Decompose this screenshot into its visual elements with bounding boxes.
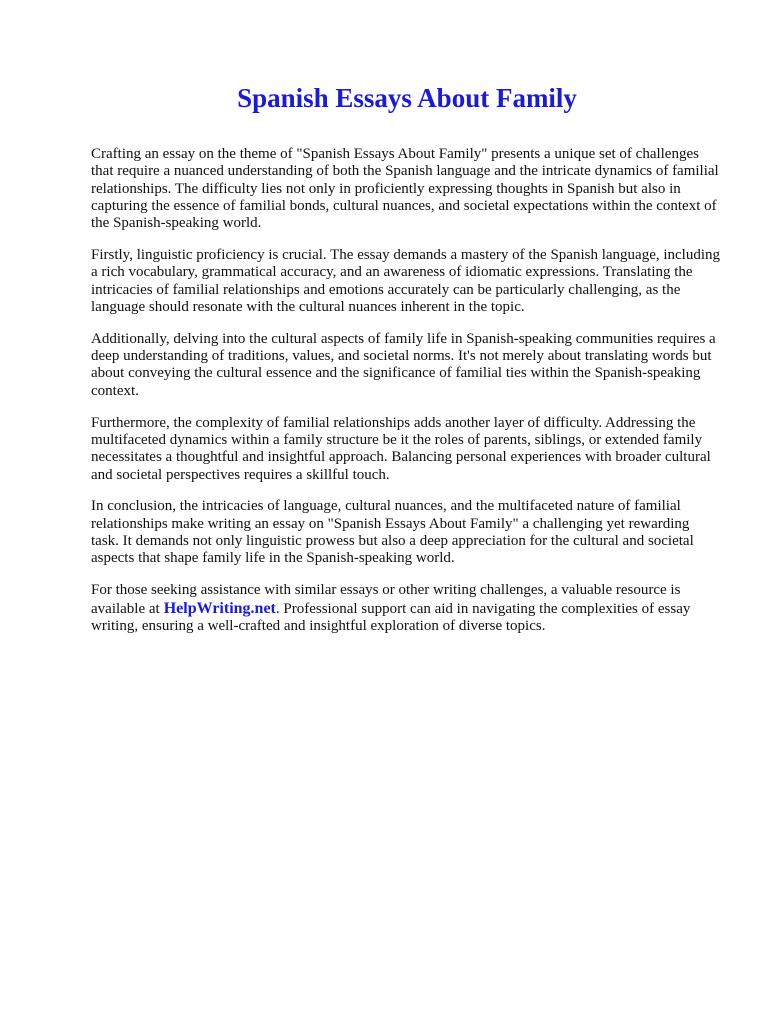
- closing-text-before-link: For those seeking assistance with similar essays or other writing challenges, a valuable resource is available at: [91, 582, 681, 617]
- paragraph-conclusion: In conclusion, the intricacies of language, cultural nuances, and the multifaceted nature of familial relationships make writing an essay on "Spanish Essays About Family" a challenging yet rewarding task. It demands not only linguistic prowess but also a deep appreciation for the cultural and societal aspects that shape family life in the Spanish-speaking world.: [91, 498, 694, 567]
- paragraph-linguistic: Firstly, linguistic proficiency is crucial. The essay demands a mastery of the Spanish language, including a rich vocabulary, grammatical accuracy, and an awareness of idiomatic expressions. Translating the intricacies of familial relationships and emotions accurately can be particularly challenging, as the language should resonate with the cultural nuances inherent in the topic.: [91, 247, 721, 315]
- paragraph-relationships: Furthermore, the complexity of familial relationships adds another layer of difficulty. Addressing the multifaceted dynamics within a family structure be it the roles of parents, siblings, or extended family necessitates a thoughtful and insightful approach. Balancing personal experiences with broader cultural and societal perspectives requires a skillful touch.: [91, 414, 711, 483]
- paragraph-cultural: Additionally, delving into the cultural aspects of family life in Spanish-speaking communities requires a deep understanding of traditions, values, and societal norms. It's not merely about translating words but about conveying the cultural essence and the significance of familial ties within the Spanish-speaking context.: [91, 330, 716, 399]
- page-title: Spanish Essays About Family: [237, 83, 577, 113]
- essay-body: [91, 146, 721, 650]
- closing-text-after-link: . Professional support can aid in navigating the complexities of essay writing, ensuring a well-crafted and insightful exploration of diverse topics.: [91, 600, 691, 634]
- helpwriting-link[interactable]: HelpWriting.net: [163, 599, 276, 617]
- paragraph-closing: [91, 582, 721, 635]
- paragraph-intro: Crafting an essay on the theme of "Spanish Essays About Family" presents a unique set of challenges that require a nuanced understanding of both the Spanish language and the intricate dynamics of familial relationships. The difficulty lies not only in proficiently expressing thoughts in Spanish but also in capturing the essence of familial bonds, cultural nuances, and societal expectations within the context of the Spanish-speaking world.: [91, 146, 719, 232]
